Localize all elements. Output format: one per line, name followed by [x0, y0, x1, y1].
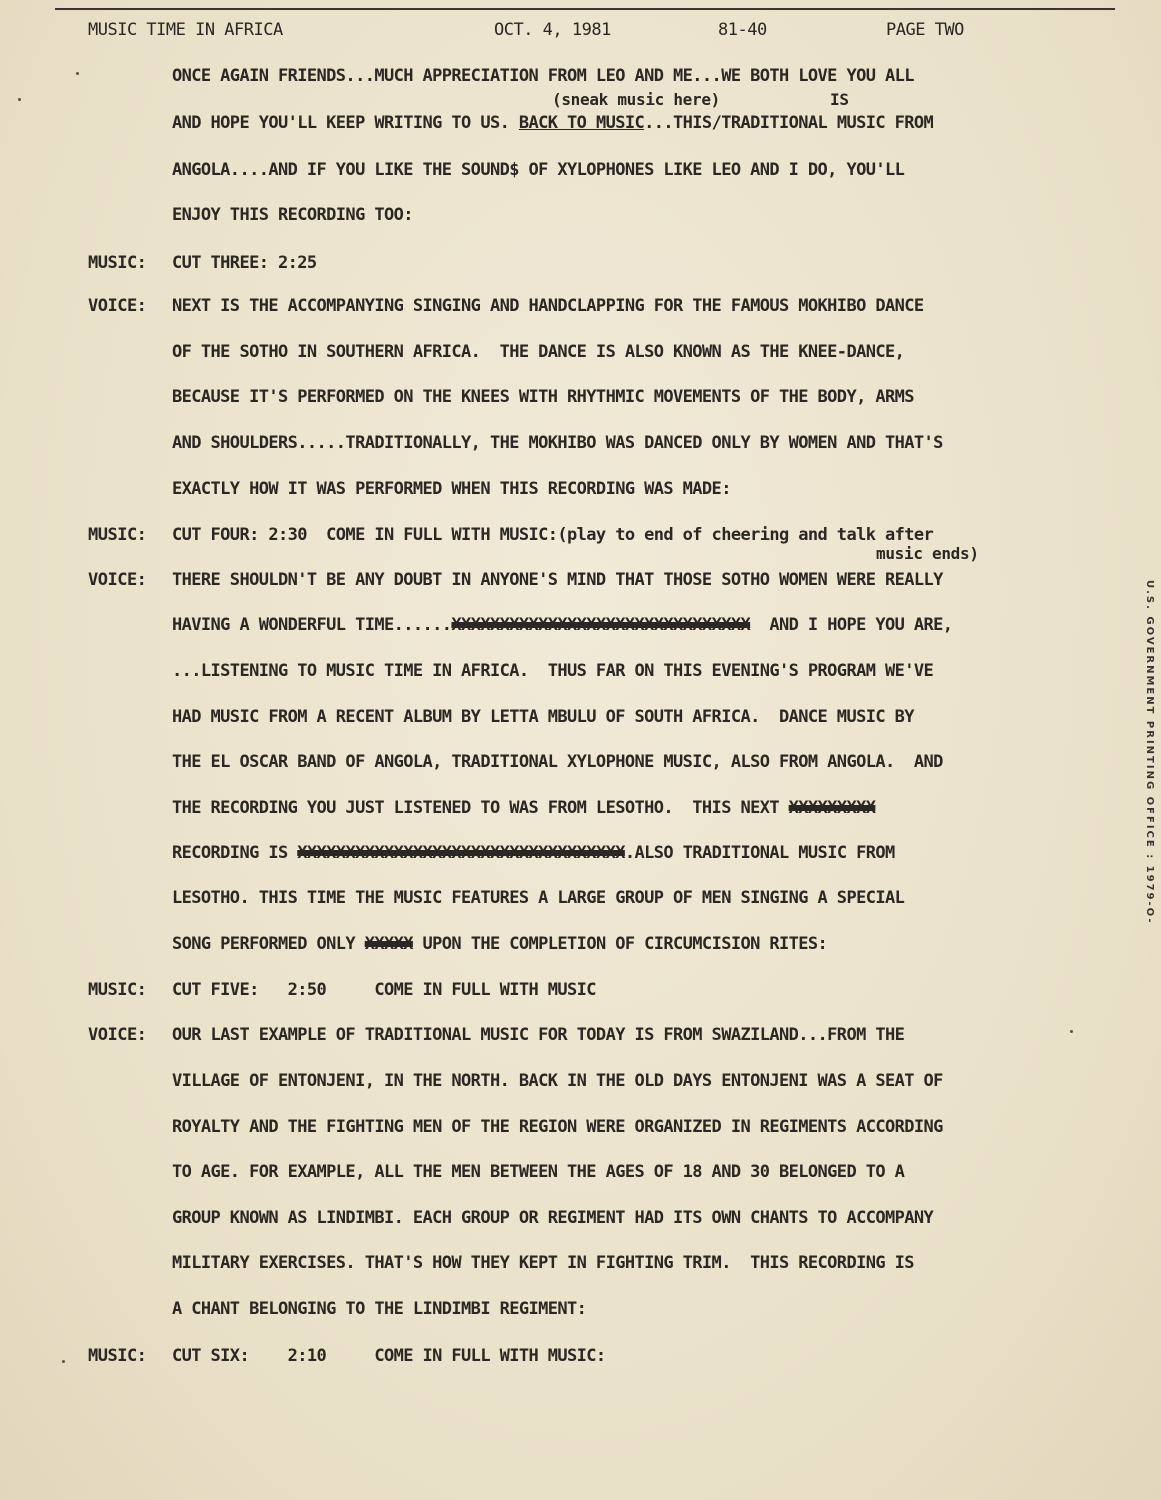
page-label: PAGE TWO [886, 20, 964, 40]
broadcast-date: OCT. 4, 1981 [494, 20, 611, 40]
text-line: BECAUSE IT'S PERFORMED ON THE KNEES WITH RHYTHMIC MOVEMENTS OF THE BODY, ARMS [172, 387, 914, 407]
text-line: SONG PERFORMED ONLY XXXXX UPON THE COMPLETION OF CIRCUMCISION RITES: [172, 934, 828, 954]
text-line: HAVING A WONDERFUL TIME......XXXXXXXXXXXXXXXXXXXXXXXXXXXXXXX AND I HOPE YOU ARE, [172, 615, 953, 635]
text-line: AND SHOULDERS.....TRADITIONALLY, THE MOKHIBO WAS DANCED ONLY BY WOMEN AND THAT'S [172, 433, 943, 453]
cue-label-music: MUSIC: [88, 980, 147, 1000]
text-line: RECORDING IS XXXXXXXXXXXXXXXXXXXXXXXXXXXXXXXXXX.ALSO TRADITIONAL MUSIC FROM [172, 843, 895, 863]
text-line: OUR LAST EXAMPLE OF TRADITIONAL MUSIC FOR TODAY IS FROM SWAZILAND...FROM THE [172, 1025, 905, 1045]
text-line: ONCE AGAIN FRIENDS...MUCH APPRECIATION FROM LEO AND ME...WE BOTH LOVE YOU ALL [172, 66, 914, 86]
struck-text: XXXXX [364, 934, 413, 954]
text-line: OF THE SOTHO IN SOUTHERN AFRICA. THE DANCE IS ALSO KNOWN AS THE KNEE-DANCE, [172, 342, 905, 362]
paper-speck [76, 72, 79, 75]
music-cue: CUT SIX: 2:10 COME IN FULL WITH MUSIC: [172, 1346, 606, 1366]
text-line: MILITARY EXERCISES. THAT'S HOW THEY KEPT IN FIGHTING TRIM. THIS RECORDING IS [172, 1253, 914, 1273]
music-cue: CUT FOUR: 2:30 COME IN FULL WITH MUSIC:(play to end of cheering and talk after [172, 525, 934, 545]
text-line: NEXT IS THE ACCOMPANYING SINGING AND HANDCLAPPING FOR THE FAMOUS MOKHIBO DANCE [172, 296, 924, 316]
text-line: A CHANT BELONGING TO THE LINDIMBI REGIMENT: [172, 1299, 587, 1319]
cue-label-music: MUSIC: [88, 1346, 147, 1366]
printing-office-imprint: U.S. GOVERNMENT PRINTING OFFICE : 1979-O- [1144, 580, 1155, 925]
music-cue: CUT FIVE: 2:50 COME IN FULL WITH MUSIC [172, 980, 596, 1000]
handwritten-note: music ends) [876, 544, 979, 563]
struck-text: XXXXXXXXX [788, 798, 876, 818]
handwritten-insert: IS [830, 90, 849, 109]
text-line: EXACTLY HOW IT WAS PERFORMED WHEN THIS RECORDING WAS MADE: [172, 479, 731, 499]
text-line: ANGOLA....AND IF YOU LIKE THE SOUND$ OF XYLOPHONES LIKE LEO AND I DO, YOU'LL [172, 160, 905, 180]
text-line: ENJOY THIS RECORDING TOO: [172, 205, 413, 225]
struck-text: XXXXXXXXXXXXXXXXXXXXXXXXXXXXXXX [451, 615, 751, 635]
text-line: THE RECORDING YOU JUST LISTENED TO WAS FROM LESOTHO. THIS NEXT XXXXXXXXX [172, 798, 876, 818]
cue-label-music: MUSIC: [88, 253, 147, 273]
music-cue: CUT THREE: 2:25 [172, 253, 317, 273]
paper-speck [1070, 1030, 1073, 1033]
text-line: ROYALTY AND THE FIGHTING MEN OF THE REGION WERE ORGANIZED IN REGIMENTS ACCORDING [172, 1117, 943, 1137]
text-line: TO AGE. FOR EXAMPLE, ALL THE MEN BETWEEN THE AGES OF 18 AND 30 BELONGED TO A [172, 1162, 905, 1182]
text-line: HAD MUSIC FROM A RECENT ALBUM BY LETTA MBULU OF SOUTH AFRICA. DANCE MUSIC BY [172, 707, 914, 727]
handwritten-note: (sneak music here) [552, 90, 720, 109]
paper-speck [18, 98, 21, 101]
struck-text: XXXXXXXXXXXXXXXXXXXXXXXXXXXXXXXXXX [297, 843, 625, 863]
text-line: ...LISTENING TO MUSIC TIME IN AFRICA. THUS FAR ON THIS EVENING'S PROGRAM WE'VE [172, 661, 934, 681]
cue-label-music: MUSIC: [88, 525, 147, 545]
top-rule [55, 8, 1115, 10]
paper-speck [62, 1360, 65, 1363]
text-line: THE EL OSCAR BAND OF ANGOLA, TRADITIONAL XYLOPHONE MUSIC, ALSO FROM ANGOLA. AND [172, 752, 943, 772]
cue-label-voice: VOICE: [88, 570, 147, 590]
text-line: GROUP KNOWN AS LINDIMBI. EACH GROUP OR REGIMENT HAD ITS OWN CHANTS TO ACCOMPANY [172, 1208, 934, 1228]
text-line: AND HOPE YOU'LL KEEP WRITING TO US. BACK TO MUSIC...THIS/TRADITIONAL MUSIC FROM [172, 113, 934, 133]
text-line: VILLAGE OF ENTONJENI, IN THE NORTH. BACK IN THE OLD DAYS ENTONJENI WAS A SEAT OF [172, 1071, 943, 1091]
program-title: MUSIC TIME IN AFRICA [88, 20, 283, 40]
cue-label-voice: VOICE: [88, 1025, 147, 1045]
text-line: THERE SHOULDN'T BE ANY DOUBT IN ANYONE'S MIND THAT THOSE SOTHO WOMEN WERE REALLY [172, 570, 943, 590]
text-line: LESOTHO. THIS TIME THE MUSIC FEATURES A LARGE GROUP OF MEN SINGING A SPECIAL [172, 888, 905, 908]
script-number: 81-40 [718, 20, 767, 40]
cue-label-voice: VOICE: [88, 296, 147, 316]
